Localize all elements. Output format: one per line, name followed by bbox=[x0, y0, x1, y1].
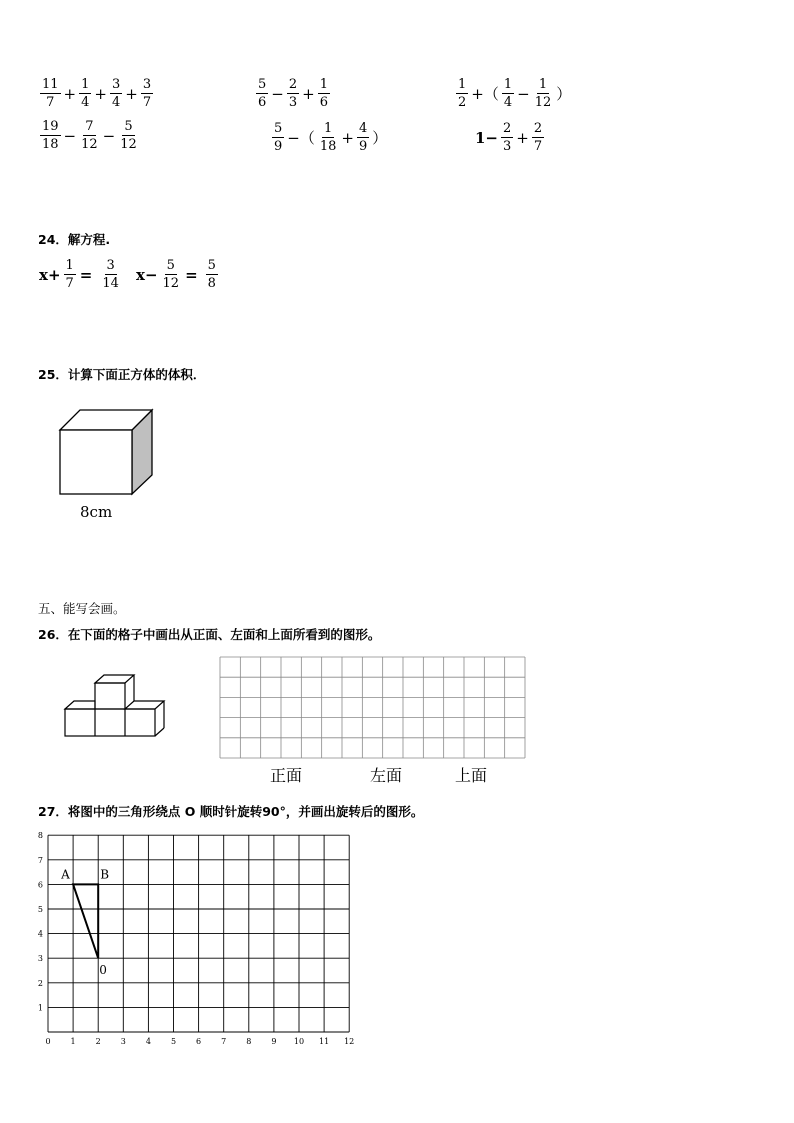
expr-2: $\frac{5}{6}$ − $\frac{2}{3}$ + $\frac{1}{6}$ bbox=[258, 77, 328, 110]
cube-figure bbox=[55, 405, 160, 500]
y-tick-label: 3 bbox=[37, 954, 43, 964]
x-tick-label: 11 bbox=[319, 1037, 330, 1046]
point-label-O: 0 bbox=[99, 963, 107, 978]
cube-edge-label: 8cm bbox=[80, 503, 113, 521]
expr-1: $\frac{11}{7}$ + $\frac{1}{4}$ + $\frac{3}{4}$ + $\frac{3}{7}$ bbox=[42, 77, 152, 110]
cube-front-face bbox=[60, 430, 132, 494]
y-tick-label: 2 bbox=[37, 978, 43, 988]
coordinate-grid[interactable] bbox=[30, 830, 360, 1050]
expr-5: $\frac{5}{9}$ −（ $\frac{1}{18}$ + $\frac{4}{9}$ ） bbox=[274, 121, 388, 154]
expr-6: 1− $\frac{2}{3}$ + $\frac{2}{7}$ bbox=[475, 121, 543, 154]
expr-4: $\frac{19}{18}$ − $\frac{7}{12}$ − $\frac{5}{12}$ bbox=[42, 119, 137, 152]
label-left-view: 左面 bbox=[370, 766, 403, 785]
x-tick-label: 6 bbox=[196, 1037, 202, 1046]
point-label-B: B bbox=[100, 867, 110, 882]
x-tick-label: 2 bbox=[95, 1037, 101, 1046]
point-label-A: A bbox=[61, 867, 70, 882]
x-tick-label: 5 bbox=[170, 1037, 177, 1046]
q24-title: 24．解方程. bbox=[38, 232, 111, 247]
x-tick-label: 0 bbox=[45, 1037, 51, 1046]
label-front-view: 正面 bbox=[270, 766, 303, 785]
y-tick-label: 7 bbox=[37, 855, 43, 865]
q24-equation-2: x− $\frac{5}{12}$ = $\frac{5}{8}$ bbox=[136, 258, 216, 291]
y-tick-label: 8 bbox=[37, 831, 43, 841]
x-tick-label: 12 bbox=[344, 1037, 355, 1046]
expr-3: $\frac{1}{2}$ +（ $\frac{1}{4}$ − $\frac{1}{12}$ ） bbox=[458, 77, 572, 110]
y-tick-label: 1 bbox=[37, 1003, 43, 1013]
q24-equation-1: x+ $\frac{1}{7}$ = $\frac{3}{14}$ bbox=[39, 258, 119, 291]
q27-title: 27．将图中的三角形绕点 O 顺时针旋转90°，并画出旋转后的图形。 bbox=[38, 804, 424, 819]
q26-title: 26．在下面的格子中画出从正面、左面和上面所看到的图形。 bbox=[38, 627, 381, 642]
block-stack-figure bbox=[60, 670, 170, 745]
x-tick-label: 9 bbox=[271, 1037, 277, 1046]
triangle-ABO bbox=[73, 884, 98, 958]
drawing-grid-views[interactable] bbox=[219, 656, 526, 759]
x-tick-label: 7 bbox=[221, 1037, 227, 1046]
y-tick-label: 6 bbox=[37, 880, 43, 890]
x-tick-label: 4 bbox=[145, 1037, 151, 1046]
section-5-title: 五、能写会画。 bbox=[38, 601, 126, 616]
x-tick-label: 1 bbox=[70, 1037, 76, 1046]
x-tick-label: 3 bbox=[120, 1037, 126, 1046]
label-top-view: 上面 bbox=[455, 766, 488, 785]
x-tick-label: 10 bbox=[293, 1037, 305, 1046]
y-tick-label: 4 bbox=[37, 929, 43, 939]
y-tick-label: 5 bbox=[37, 905, 43, 914]
x-tick-label: 8 bbox=[246, 1037, 252, 1046]
q25-title: 25．计算下面正方体的体积． bbox=[38, 367, 206, 382]
